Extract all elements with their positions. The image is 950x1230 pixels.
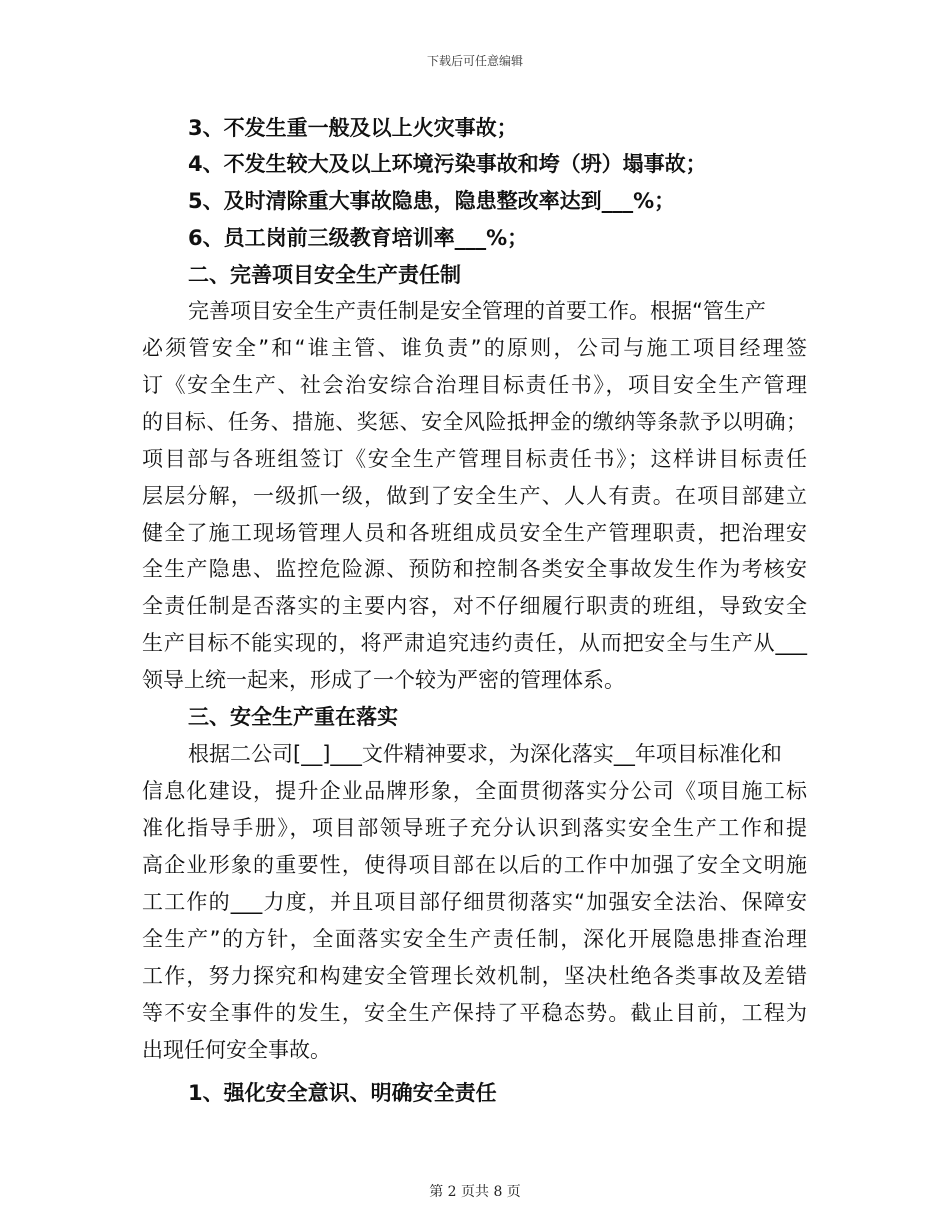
paragraph-line: 健全了施工现场管理人员和各班组成员安全生产管理职责，把治理安 bbox=[142, 521, 807, 545]
paragraph-line: 工工作的___力度，并且项目部仔细贯彻落实“加强安全法治、保障安 bbox=[142, 890, 807, 914]
page-header: 下载后可任意编辑 bbox=[426, 54, 523, 68]
paragraph-line: 出现任何安全事故。 bbox=[142, 1038, 331, 1062]
paragraph-line: 项目部与各班组签订《安全生产管理目标责任书》；这样讲目标责任 bbox=[142, 447, 807, 471]
paragraph-line: 订《安全生产、社会治安综合治理目标责任书》，项目安全生产管理 bbox=[142, 373, 807, 397]
section-heading: 二、完善项目安全生产责任制 bbox=[188, 263, 461, 287]
paragraph-line: 全责任制是否落实的主要内容，对不仔细履行职责的班组，导致安全 bbox=[142, 594, 807, 618]
paragraph-line: 完善项目安全生产责任制是安全管理的首要工作。根据“管生产 bbox=[188, 299, 766, 323]
subsection-heading: 1、强化安全意识、明确安全责任 bbox=[188, 1081, 497, 1105]
target-item: 3、不发生重一般及以上火灾事故； bbox=[188, 116, 518, 140]
page-number-footer: 第 2 页共 8 页 bbox=[429, 1184, 521, 1200]
paragraph-line: 全生产”的方针，全面落实安全生产责任制，深化开展隐患排查治理 bbox=[142, 927, 807, 951]
paragraph-line: 信息化建设，提升企业品牌形象，全面贯彻落实分公司《项目施工标 bbox=[142, 779, 807, 803]
paragraph-line: 高企业形象的重要性，使得项目部在以后的工作中加强了安全文明施 bbox=[142, 853, 807, 877]
target-item: 5、及时清除重大事故隐患，隐患整改率达到___%； bbox=[188, 189, 676, 213]
target-item: 4、不发生较大及以上环境污染事故和垮（坍）塌事故； bbox=[188, 152, 707, 176]
paragraph-line: 等不安全事件的发生，安全生产保持了平稳态势。截止目前，工程为 bbox=[142, 1001, 807, 1025]
paragraph-line: 根据二公司[__]___文件精神要求，为深化落实__年项目标准化和 bbox=[188, 742, 782, 766]
paragraph-line: 领导上统一起来，形成了一个较为严密的管理体系。 bbox=[142, 668, 625, 692]
paragraph-line: 生产目标不能实现的，将严肃追究违约责任，从而把安全与生产从___ bbox=[142, 631, 807, 655]
paragraph-line: 必须管安全”和“谁主管、谁负责”的原则，公司与施工项目经理签 bbox=[142, 336, 807, 360]
paragraph-line: 全生产隐患、监控危险源、预防和控制各类安全事故发生作为考核安 bbox=[142, 557, 807, 581]
paragraph-line: 层层分解，一级抓一级，做到了安全生产、人人有责。在项目部建立 bbox=[142, 484, 807, 508]
paragraph-line: 工作，努力探究和构建安全管理长效机制，坚决杜绝各类事故及差错 bbox=[142, 964, 807, 988]
section-heading: 三、安全生产重在落实 bbox=[188, 705, 398, 729]
paragraph-line: 的目标、任务、措施、奖惩、安全风险抵押金的缴纳等条款予以明确； bbox=[142, 410, 807, 434]
paragraph-line: 准化指导手册》，项目部领导班子充分认识到落实安全生产工作和提 bbox=[142, 816, 807, 840]
target-item: 6、员工岗前三级教育培训率___%； bbox=[188, 226, 529, 250]
